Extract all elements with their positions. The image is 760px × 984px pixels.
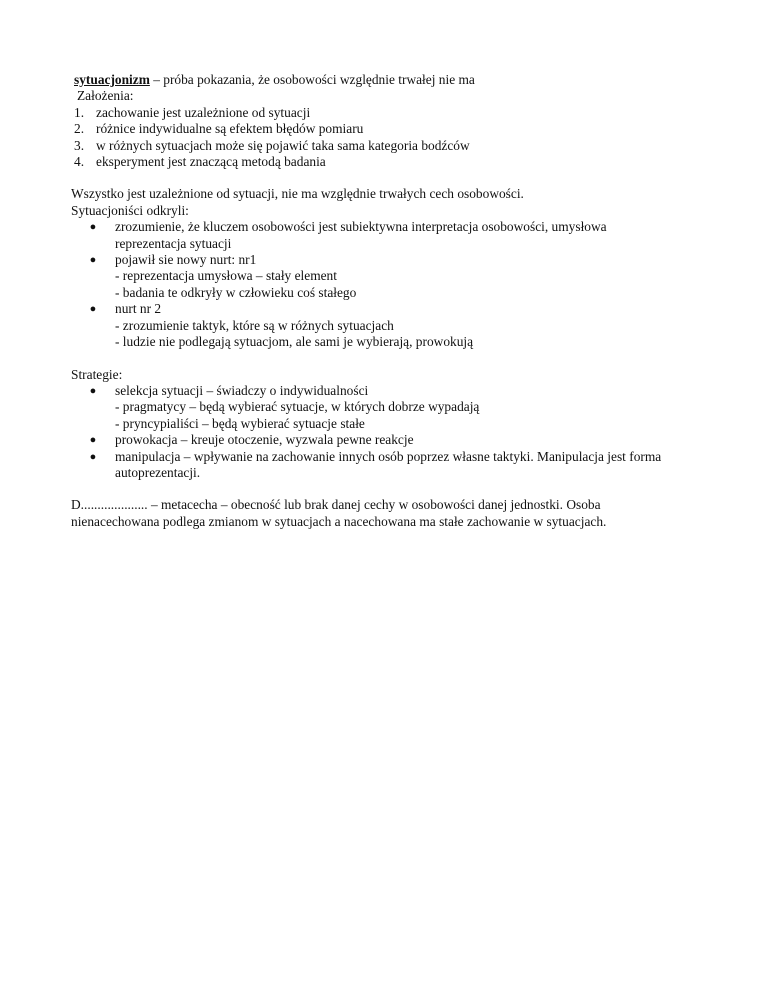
list-item: 2. różnice indywidualne są efektem błędów pomiaru [74,121,364,137]
paragraph-line: Sytuacjoniści odkryli: [71,202,189,218]
bullet-icon: ● [89,450,97,463]
list-item: ● pojawił sie nowy nurt: nr1 - reprezentacja umysłowa – stały element - badania te odkryły w człowieku coś stałego [71,252,686,301]
strategies-list [71,383,686,481]
paragraph-line: D.................... – metacecha – obecność lub brak danej cechy w osobowości danej jednostki. Osoba [71,497,601,513]
assumptions-list [71,105,686,171]
list-item: ● prowokacja – kreuje otoczenie, wyzwala pewne reakcje [71,432,686,448]
paragraph-line: nienacechowana podlega zmianom w sytuacjach a nacechowana ma stałe zachowanie w sytuacjach. [71,513,607,529]
list-item: ● nurt nr 2 - zrozumienie taktyk, które są w różnych sytuacjach - ludzie nie podlegają sytuacjom, ale sami je wybierają, prowokują [71,301,686,350]
section-heading: Strategie: [71,366,123,382]
list-item: ● selekcja sytuacji – świadczy o indywidualności - pragmatycy – będą wybierać sytuacje, w których dobrze wypadają - pryncypialiści – będą wybierać sytuacje stałe [71,383,686,432]
list-item: 3. w różnych sytuacjach może się pojawić taka sama kategoria bodźców [74,137,470,153]
paragraph-line: Wszystko jest uzależnione od sytuacji, nie ma względnie trwałych cech osobowości. [71,186,524,202]
term-sytuacjonizm: sytuacjonizm [74,72,150,87]
list-item: 1. zachowanie jest uzależnione od sytuacji [74,104,311,120]
bullet-icon: ● [89,254,97,267]
bullet-icon: ● [89,434,97,447]
list-item: ● zrozumienie, że kluczem osobowości jest subiektywna interpretacja osobowości, umysłowa reprezentacja sytuacji [71,219,686,252]
bullet-icon: ● [89,384,97,397]
findings-list [71,219,686,350]
list-item: ● manipulacja – wpływanie na zachowanie innych osób poprzez własne taktyki. Manipulacja jest forma autoprezentacji. [71,449,686,482]
assumptions-label: Założenia: [77,88,134,104]
definition-line [71,72,686,88]
definition-text: – próba pokazania, że osobowości względnie trwałej nie ma [149,72,475,87]
document-body [71,72,686,530]
bullet-icon: ● [89,221,97,234]
list-item: 4. eksperyment jest znaczącą metodą badania [74,154,326,170]
bullet-icon: ● [89,303,97,316]
